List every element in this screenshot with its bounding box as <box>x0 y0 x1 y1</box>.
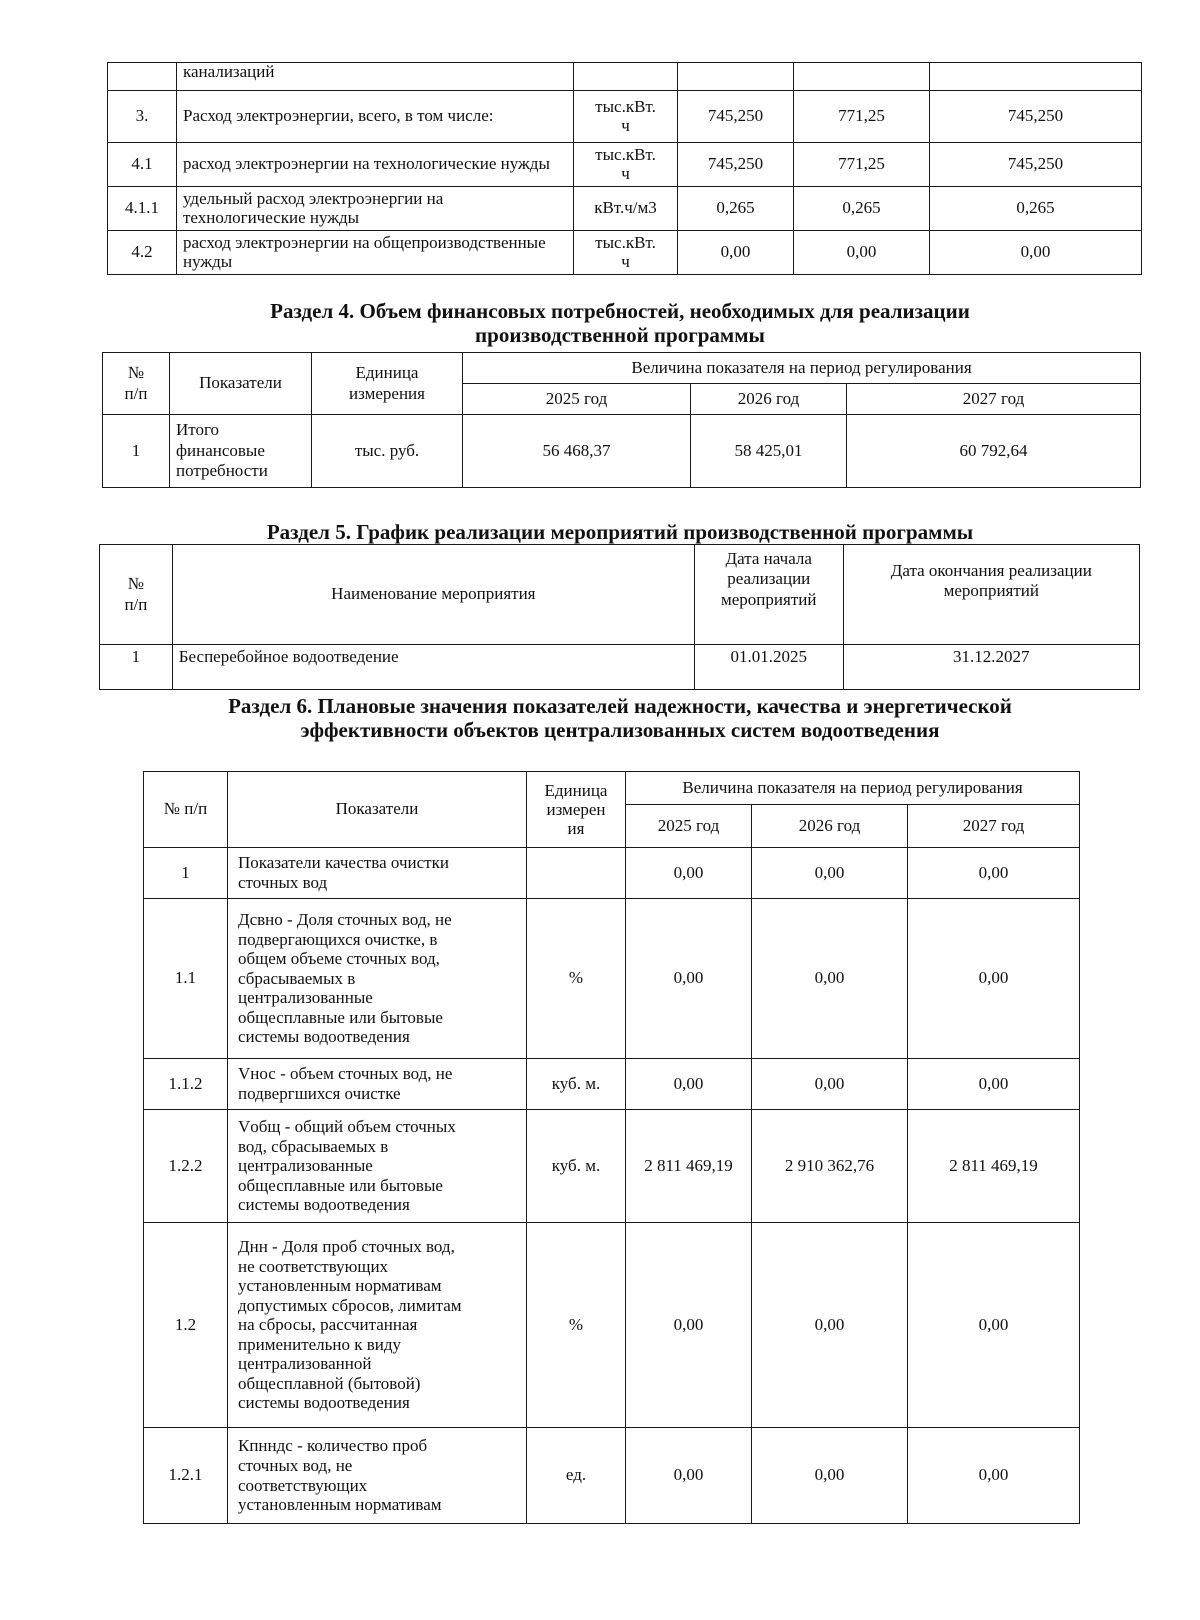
value-2026: 58 425,01 <box>691 415 847 488</box>
table-row <box>144 1223 1080 1428</box>
row-unit: кВт.ч/м3 <box>574 187 678 231</box>
value-2027: 0,00 <box>930 231 1142 275</box>
value-2025: 0,00 <box>678 231 794 275</box>
table-row <box>144 848 1080 899</box>
row-name: расход электроэнергии на общепроизводственные нужды <box>177 231 574 275</box>
row-num: 4.1 <box>108 143 177 187</box>
header-2027: 2027 год <box>847 384 1141 415</box>
header-end-date: Дата окончания реализации мероприятий <box>843 545 1139 645</box>
row-name: канализаций <box>177 63 574 91</box>
header-period: Величина показателя на период регулирования <box>626 772 1080 805</box>
header-2025: 2025 год <box>626 805 752 848</box>
table-row <box>108 187 1142 231</box>
value-2027: 745,250 <box>930 143 1142 187</box>
header-2027: 2027 год <box>908 805 1080 848</box>
section4-title-line2: производственной программы <box>475 322 765 347</box>
value-2026: 0,00 <box>752 1059 908 1110</box>
value-2025: 0,265 <box>678 187 794 231</box>
value-2025: 0,00 <box>626 1428 752 1524</box>
row-name: расход электроэнергии на технологические нужды <box>177 143 574 187</box>
row-name: Днн - Доля проб сточных вод, не соответствующих установленным нормативам допустимых сбросов, лимитам на сбросы, рассчитанная применительно к виду централизованной общесплавной (бытовой) системы водоотведения <box>228 1223 527 1428</box>
header-indicators: Показатели <box>170 353 312 415</box>
value-2025: 0,00 <box>626 1223 752 1428</box>
header-start-date: Дата начала реализации мероприятий <box>694 545 843 645</box>
value-2025: 745,250 <box>678 91 794 143</box>
table-row <box>144 1059 1080 1110</box>
value-2026: 0,00 <box>794 231 930 275</box>
row-num: 1 <box>100 645 173 690</box>
table-row <box>144 1110 1080 1223</box>
header-unit: Единица измерен ия <box>527 772 626 848</box>
value-2027: 0,00 <box>908 899 1080 1059</box>
section6-title <box>100 695 1140 742</box>
value-2025: 0,00 <box>626 1059 752 1110</box>
value-2026 <box>794 63 930 91</box>
value-2027: 745,250 <box>930 91 1142 143</box>
value-2026: 771,25 <box>794 143 930 187</box>
row-end-date: 31.12.2027 <box>843 645 1139 690</box>
row-name: Показатели качества очистки сточных вод <box>228 848 527 899</box>
header-2025: 2025 год <box>463 384 691 415</box>
row-event-name: Бесперебойное водоотведение <box>172 645 694 690</box>
value-2027: 0,00 <box>908 1223 1080 1428</box>
row-unit: куб. м. <box>527 1059 626 1110</box>
header-event-name: Наименование мероприятия <box>172 545 694 645</box>
section6-title-line1: Раздел 6. Плановые значения показателей надежности, качества и энергетической <box>228 694 1012 718</box>
section5-title-text: Раздел 5. График реализации мероприятий производственной программы <box>266 520 974 544</box>
row-name: Vобщ - общий объем сточных вод, сбрасываемых в централизованные общесплавные или бытовые системы водоотведения <box>228 1110 527 1223</box>
value-2027: 0,00 <box>908 1428 1080 1524</box>
table-row <box>108 143 1142 187</box>
row-num: 1.1 <box>144 899 228 1059</box>
value-2025: 0,00 <box>626 899 752 1059</box>
value-2026: 0,00 <box>752 1428 908 1524</box>
value-2025: 56 468,37 <box>463 415 691 488</box>
header-2026: 2026 год <box>691 384 847 415</box>
header-num: № п/п <box>103 353 170 415</box>
row-name: Расход электроэнергии, всего, в том числе: <box>177 91 574 143</box>
value-2025 <box>678 63 794 91</box>
row-unit: тыс. руб. <box>312 415 463 488</box>
row-num: 4.2 <box>108 231 177 275</box>
row-start-date: 01.01.2025 <box>694 645 843 690</box>
row-unit: % <box>527 899 626 1059</box>
table-row <box>108 231 1142 275</box>
row-num: 1.2 <box>144 1223 228 1428</box>
value-2026: 0,265 <box>794 187 930 231</box>
value-2027: 60 792,64 <box>847 415 1141 488</box>
value-2025: 745,250 <box>678 143 794 187</box>
table-row <box>108 91 1142 143</box>
value-2026: 0,00 <box>752 848 908 899</box>
row-name: Итого финансовые потребности <box>170 415 312 488</box>
row-unit <box>527 848 626 899</box>
energy-table <box>107 62 1142 275</box>
header-unit: Единица измерения <box>312 353 463 415</box>
row-unit: % <box>527 1223 626 1428</box>
row-num <box>108 63 177 91</box>
row-unit: куб. м. <box>527 1110 626 1223</box>
value-2025: 0,00 <box>626 848 752 899</box>
row-name: удельный расход электроэнергии на технологические нужды <box>177 187 574 231</box>
value-2027: 0,00 <box>908 848 1080 899</box>
row-unit: ед. <box>527 1428 626 1524</box>
schedule-table <box>99 544 1140 690</box>
value-2027 <box>930 63 1142 91</box>
value-2026: 2 910 362,76 <box>752 1110 908 1223</box>
section4-title-line1: Раздел 4. Объем финансовых потребностей, необходимых для реализации <box>270 299 970 323</box>
section6-title-line2: эффективности объектов централизованных систем водоотведения <box>300 717 940 742</box>
row-unit: тыс.кВт. ч <box>574 91 678 143</box>
value-2027: 0,265 <box>930 187 1142 231</box>
value-2026: 771,25 <box>794 91 930 143</box>
section4-title <box>100 300 1140 347</box>
financial-needs-table <box>102 352 1141 488</box>
row-name: Vнос - объем сточных вод, не подвергшихся очистке <box>228 1059 527 1110</box>
row-num: 1.2.1 <box>144 1428 228 1524</box>
row-unit: тыс.кВт. ч <box>574 143 678 187</box>
row-num: 1 <box>144 848 228 899</box>
row-num: 4.1.1 <box>108 187 177 231</box>
table-row <box>108 63 1142 91</box>
row-num: 1 <box>103 415 170 488</box>
header-num: № п/п <box>144 772 228 848</box>
row-num: 1.2.2 <box>144 1110 228 1223</box>
row-num: 1.1.2 <box>144 1059 228 1110</box>
header-indicators: Показатели <box>228 772 527 848</box>
table-row <box>144 1428 1080 1524</box>
header-2026: 2026 год <box>752 805 908 848</box>
value-2027: 2 811 469,19 <box>908 1110 1080 1223</box>
row-unit <box>574 63 678 91</box>
row-num: 3. <box>108 91 177 143</box>
row-name: Дсвно - Доля сточных вод, не подвергающихся очистке, в общем объеме сточных вод, сбрасываемых в централизованные общесплавные или бытовые системы водоотведения <box>228 899 527 1059</box>
section5-title <box>100 521 1140 545</box>
header-num: № п/п <box>100 545 173 645</box>
indicators-table <box>143 771 1080 1524</box>
value-2026: 0,00 <box>752 899 908 1059</box>
value-2026: 0,00 <box>752 1223 908 1428</box>
value-2027: 0,00 <box>908 1059 1080 1110</box>
value-2025: 2 811 469,19 <box>626 1110 752 1223</box>
row-name: Кпнндс - количество проб сточных вод, не соответствующих установленным нормативам <box>228 1428 527 1524</box>
table-row <box>144 899 1080 1059</box>
row-unit: тыс.кВт. ч <box>574 231 678 275</box>
header-period: Величина показателя на период регулирования <box>463 353 1141 384</box>
